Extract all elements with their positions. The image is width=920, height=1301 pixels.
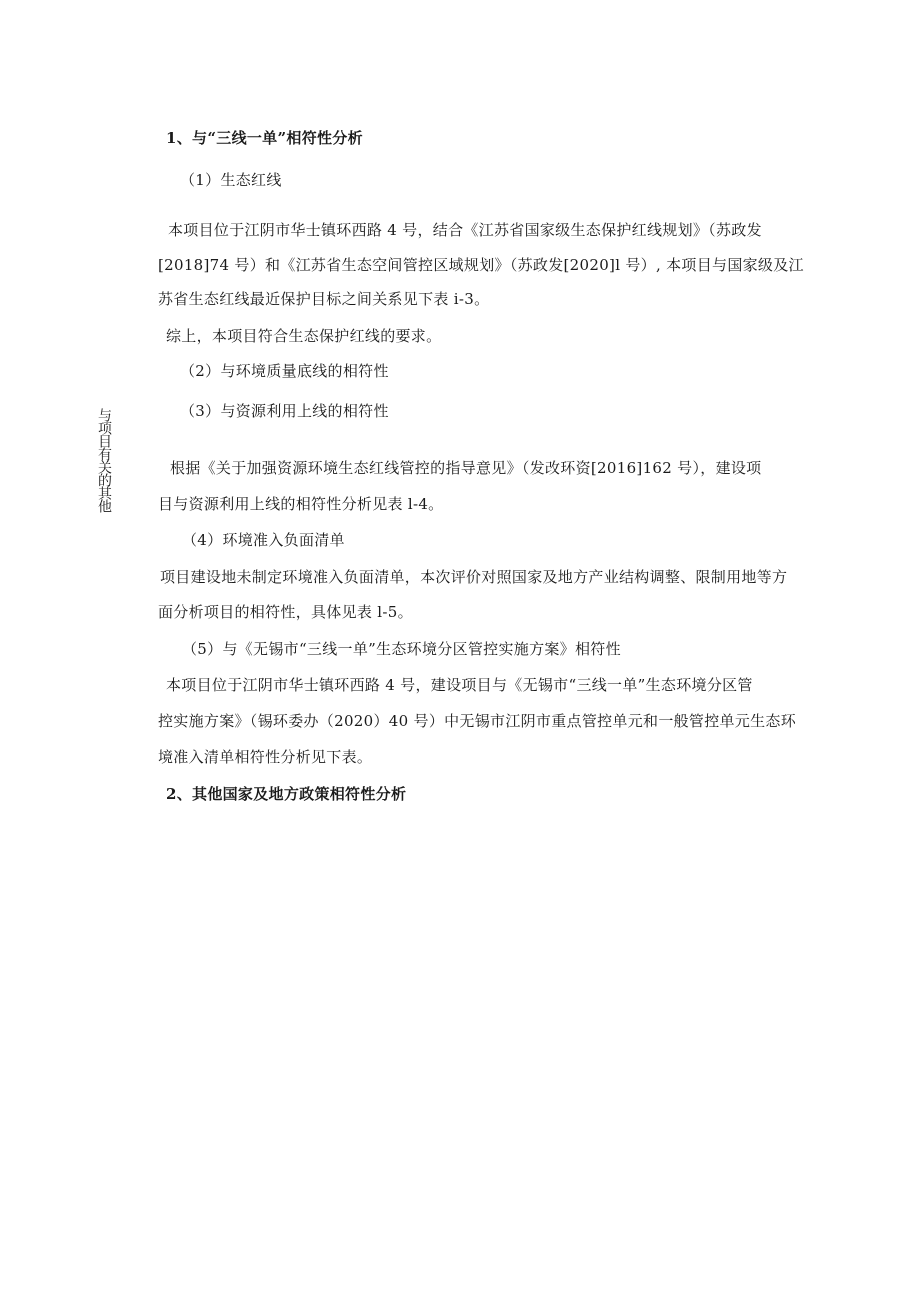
sub1-heading: （1）生态红线 — [180, 171, 282, 189]
sub1-para-line-3: 苏省生态红线最近保护目标之间关系见下表 i-3。 — [158, 290, 490, 308]
sub3-para-line-2: 目与资源利用上线的相符性分析见表 l-4。 — [158, 495, 444, 513]
sub4-para-line-2: 面分析项目的相符性，具体见表 l-5。 — [158, 603, 413, 621]
sub5-para-line-3: 境准入清单相符性分析见下表。 — [158, 748, 373, 766]
sub1-para-line-2: [2018]74 号）和《江苏省生态空间管控区域规划》（苏政发[2020]l 号）, 本项目与国家级及江 — [158, 256, 804, 274]
section1-heading: 1、与“三线一单”相符性分析 — [166, 129, 363, 147]
sub4-para-line-1: 项目建设地未制定环境准入负面清单，本次评价对照国家及地方产业结构调整、限制用地等方 — [160, 568, 788, 586]
sub1-para-line-1: 本项目位于江阴市华士镇环西路 4 号，结合《江苏省国家级生态保护红线规划》（苏政发 — [168, 221, 762, 239]
sub5-heading: （5）与《无锡市“三线一单”生态环境分区管控实施方案》相符性 — [182, 640, 621, 658]
sub5-para-line-2: 控实施方案》（锡环委办（2020）40 号）中无锡市江阴市重点管控单元和一般管控单元生态环 — [158, 712, 797, 730]
side-label: 与项目有关的其他 — [96, 408, 112, 512]
sub4-heading: （4）环境准入负面清单 — [182, 531, 345, 549]
sub3-heading: （3）与资源利用上线的相符性 — [180, 402, 389, 420]
sub5-para-line-1: 本项目位于江阴市华士镇环西路 4 号，建设项目与《无锡市“三线一单”生态环境分区管 — [166, 676, 753, 694]
sub1-conclusion: 综上，本项目符合生态保护红线的要求。 — [166, 327, 442, 345]
sub3-para-line-1: 根据《关于加强资源环境生态红线管控的指导意见》（发改环资[2016]162 号），建设项 — [170, 459, 762, 477]
section2-heading: 2、其他国家及地方政策相符性分析 — [166, 785, 407, 803]
sub2-heading: （2）与环境质量底线的相符性 — [180, 362, 389, 380]
